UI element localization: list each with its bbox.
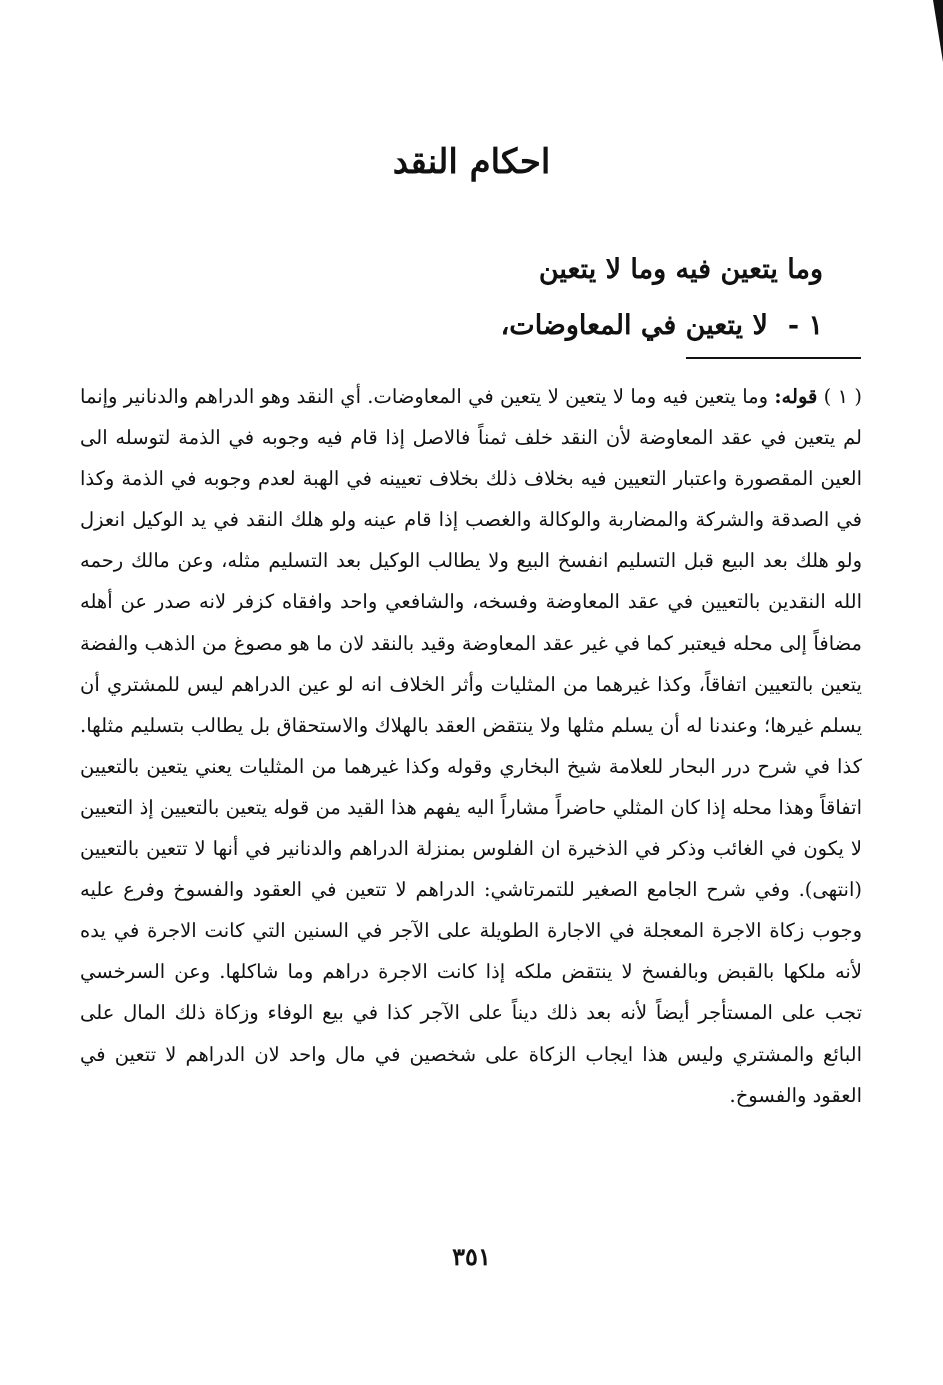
footnote-separator: [686, 357, 861, 359]
page-number: ٣٥١: [452, 1242, 491, 1271]
footnote-number: ( ١ ): [823, 385, 863, 408]
section-heading: وما يتعين فيه وما لا يتعين: [538, 254, 823, 285]
subsection-number: ١ -: [787, 310, 823, 341]
footnote-body: وما يتعين فيه وما لا يتعين لا يتعين في المعاوضات. أي النقد وهو الدراهم والدنانير وإنما لم يتعين في عقد المعاوضة لأن النقد خلف ثمناً فالاصل إذا قام فيه وجوبه في الذمة لتوسله الى العين المقصورة واعتبار التعيين فيه بخلاف ذلك بخلاف تعيينه في الهبة لعدم وجوبه في الذمة وكذا في الصدقة والشركة والمضاربة والوكالة والغصب إذا قام عينه ولو هلك النقد في يد الوكيل انعزل ولو هلك بعد البيع قبل التسليم انفسخ البيع ولا يطالب الوكيل بعد التسليم مثله، وعن مالك رحمه الله النقدين بالتعيين في عقد المعاوضة وفسخه، والشافعي واحد وافقاه كزفر لانه صدر عن أهله مضافاً إلى محله فيعتبر كما في غير عقد المعاوضة وقيد بالنقد لان ما هو مصوغ من الذهب والفضة يتعين بالتعيين اتفاقاً، وكذا غيرهما من المثليات وأثر الخلاف انه لو عين الدراهم ليس للمشتري أن يسلم غيرها؛ وعندنا له أن يسلم مثلها ولا ينتقض العقد بالهلاك والاستحقاق بل يطالب بتسليم مثلها. كذا في شرح درر البحار للعلامة شيخ البخاري وقوله وكذا غيرهما من المثليات يعني يتعين بالتعيين اتفاقاً وهذا محله إذا كان المثلي حاضراً مشاراً اليه يفهم هذا القيد من قوله يتعين بالتعيين إذ التعيين لا يكون في الغائب وذكر في الذخيرة ان الفلوس بمنزلة الدراهم والدنانير في أنها لا تتعين بالتعيين (انتهى). وفي شرح الجامع الصغير للتمرتاشي: الدراهم لا تتعين في العقود والفسوخ وفرع عليه وجوب زكاة الاجرة المعجلة في الاجارة الطويلة على الآجر في السنين التي كانت الاجرة في يده لأنه ملكها بالقبض وبالفسخ لا ينتقض ملكه إذا كانت الاجرة دراهم وما شاكلها. وعن السرخسي تجب على المستأجر أيضاً لأنه بعد ذلك ديناً على الآجر كذا في بيع الوفاء وزكاة ذلك المال على البائع والمشتري وليس هذا ايجاب الزكاة على شخصين في مال واحد لان الدراهم لا تتعين في العقود والفسوخ.: [80, 385, 862, 1107]
page-title: احكام النقد: [392, 142, 551, 182]
footnote-lead: قوله:: [774, 385, 818, 408]
subsection-heading: [123, 310, 823, 341]
subsection-text: لا يتعين في المعاوضات،: [500, 310, 768, 341]
footnote-text: [80, 376, 862, 1116]
